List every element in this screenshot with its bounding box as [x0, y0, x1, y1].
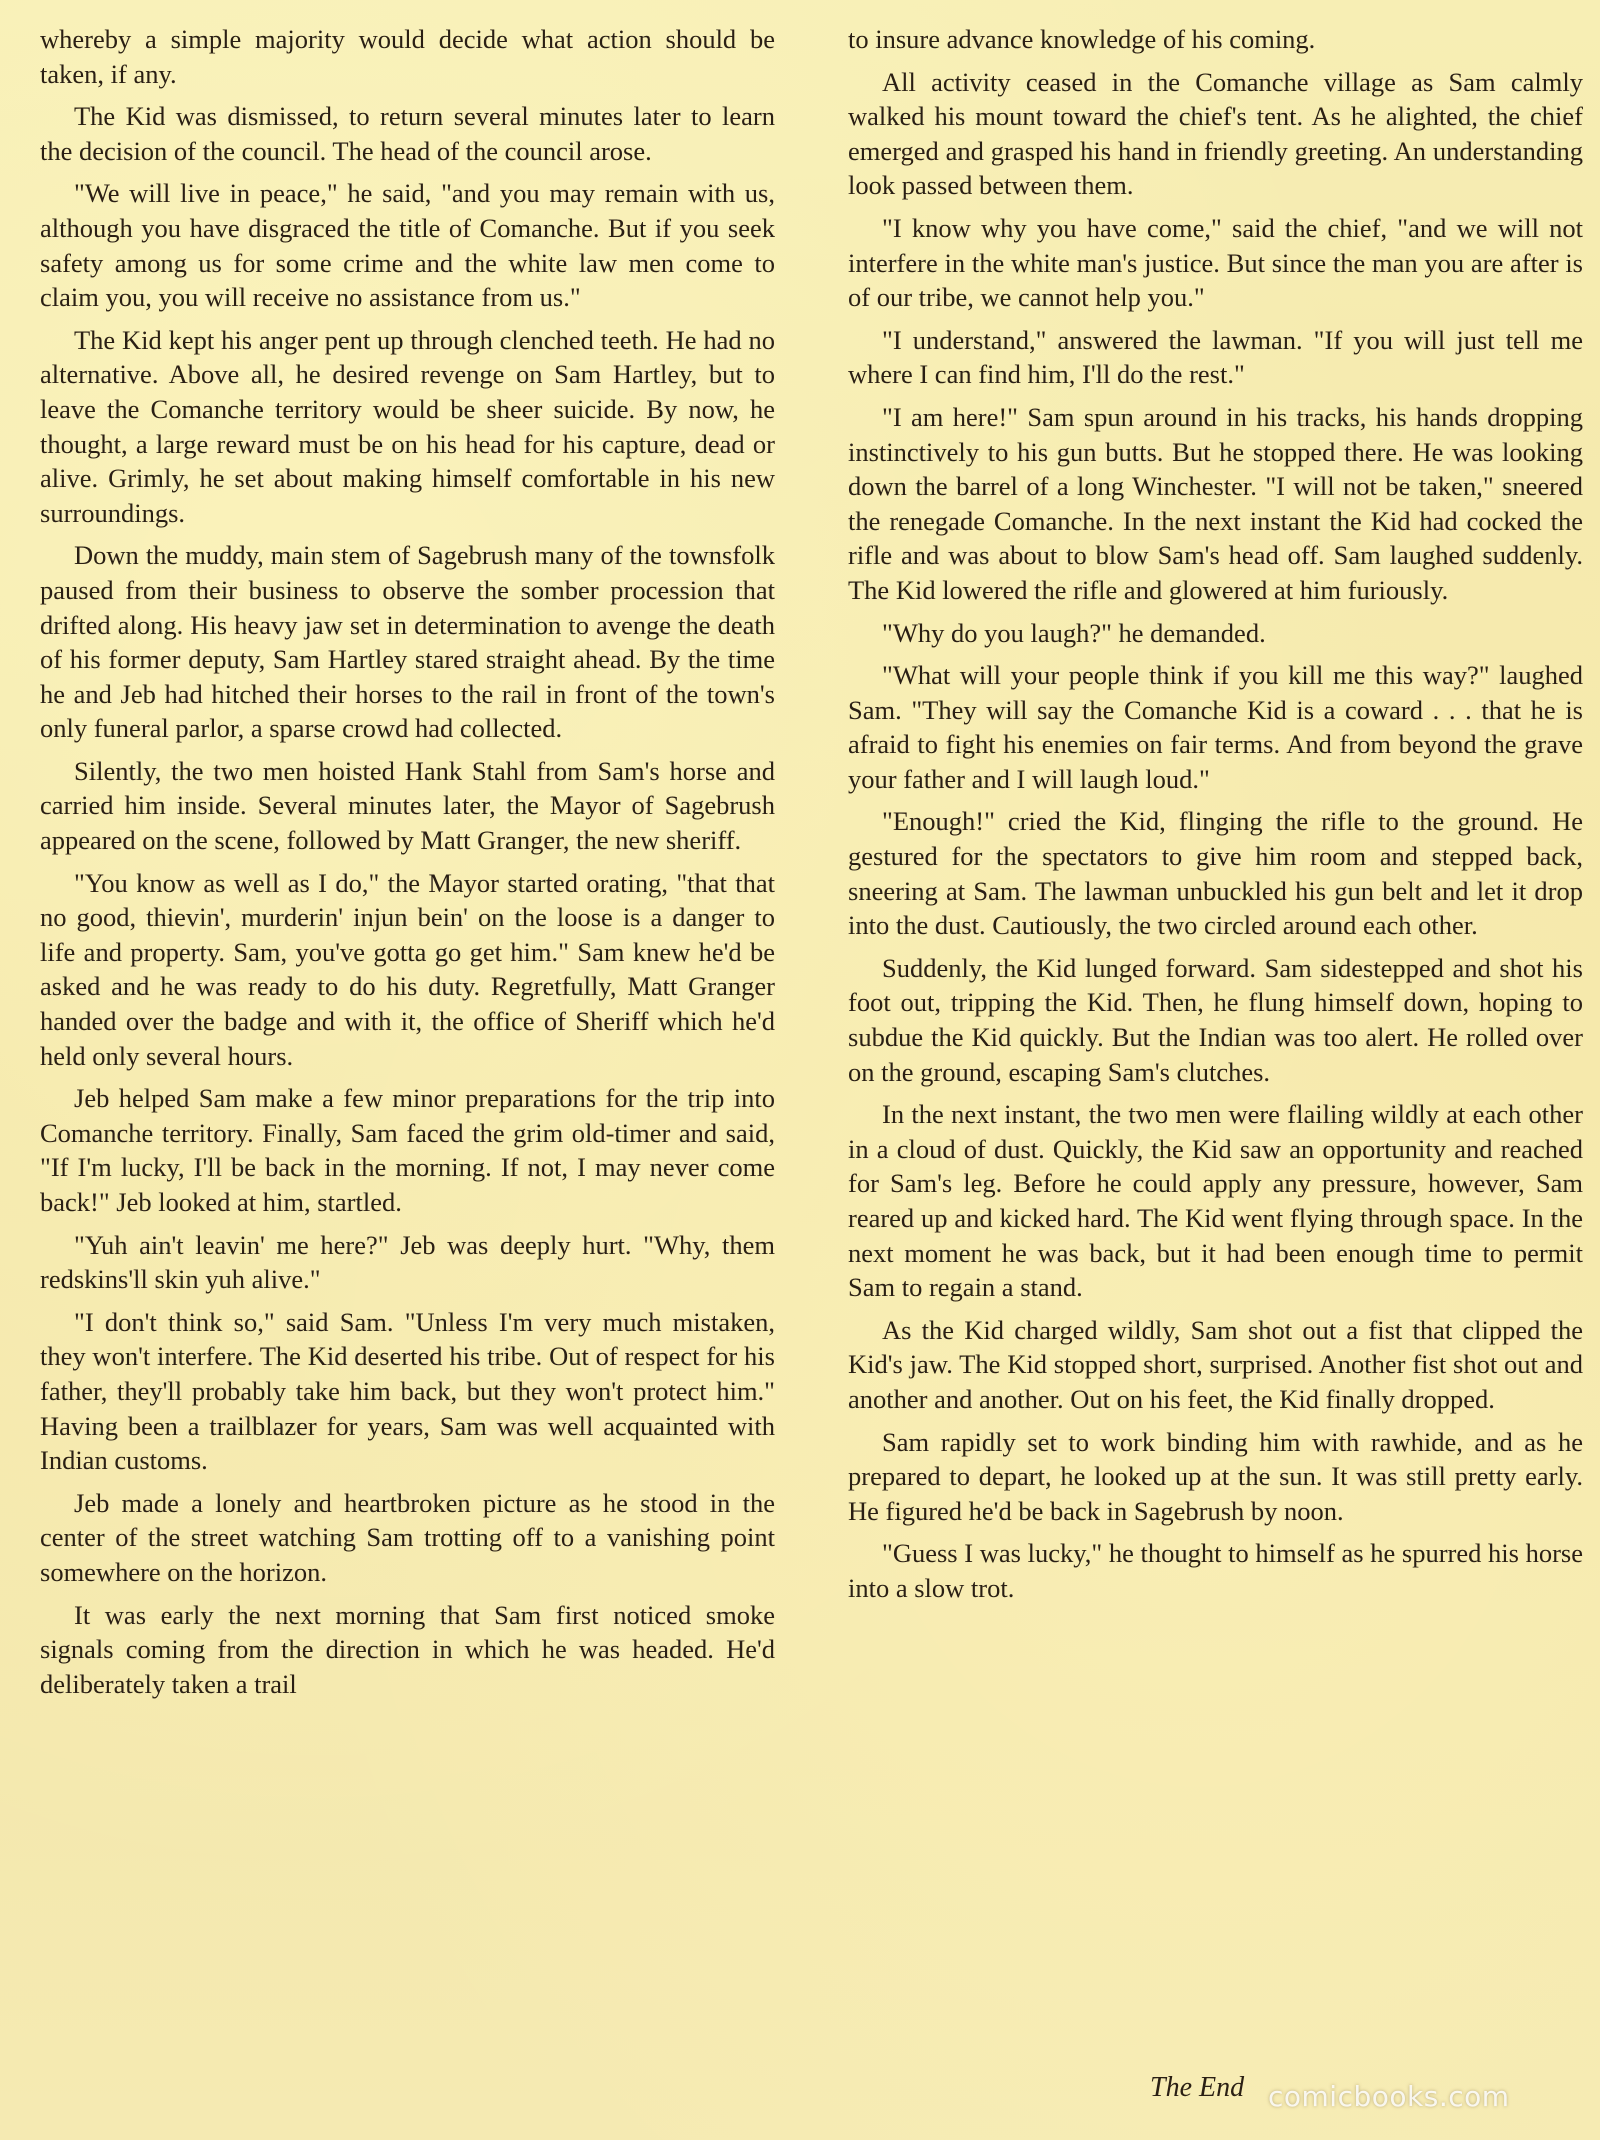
paragraph: As the Kid charged wildly, Sam shot out a fist that clipped the Kid's jaw. The Kid stopped short, surprised. Another fist shot out and another and another. Out on his feet, the Kid finally dropped. [848, 1314, 1583, 1414]
paragraph: "We will live in peace," he said, "and you may remain with us, although you have disgraced the title of Comanche. But if you seek safety among us for some crime and the white law men come to claim you, you will receive no assistance from us." [40, 178, 775, 313]
paragraph: Jeb helped Sam make a few minor preparations for the trip into Comanche territory. Finally, Sam faced the grim old-timer and said, "If I'm lucky, I'll be back in the morning. If not, I may never come back!" Jeb looked at him, startled. [40, 1083, 775, 1217]
paragraph: Down the muddy, main stem of Sagebrush many of the townsfolk paused from their business to observe the somber procession that drifted along. His heavy jaw set in determination to avenge the death of his former deputy, Sam Hartley stared straight ahead. By the time he and Jeb had hitched their horses to the rail in front of the town's only funeral parlor, a sparse crowd had collected. [40, 540, 775, 744]
paragraph: The Kid was dismissed, to return several minutes later to learn the decision of the council. The head of the council arose. [40, 101, 775, 166]
paragraph: It was early the next morning that Sam first noticed smoke signals coming from the direction in which he was headed. He'd deliberately taken a trail [40, 1599, 775, 1699]
paragraph: Suddenly, the Kid lunged forward. Sam sidestepped and shot his foot out, tripping the Kid. Then, he flung himself down, hoping to subdue the Kid quickly. But the Indian was too alert. He rolled over on the ground, escaping Sam's clutches. [848, 952, 1583, 1087]
paragraph: Silently, the two men hoisted Hank Stahl from Sam's horse and carried him inside. Several minutes later, the Mayor of Sagebrush appeared on the scene, followed by Matt Granger, the new sheriff. [40, 755, 775, 856]
paragraph: "Yuh ain't leavin' me here?" Jeb was deeply hurt. "Why, them redskins'll skin yuh alive." [40, 1229, 775, 1295]
paragraph: "Guess I was lucky," he thought to himself as he spurred his horse into a slow trot. [848, 1538, 1583, 1603]
paragraph: "I don't think so," said Sam. "Unless I'm very much mistaken, they won't interfere. The Kid deserted his tribe. Out of respect for his father, they'll probably take him back, but they won't protect him." Having been a trailblazer for years, Sam was well acquainted with Indian customs. [40, 1306, 775, 1476]
paragraph: whereby a simple majority would decide what action should be taken, if any. [40, 24, 775, 89]
left-column [40, 22, 775, 2122]
paragraph: In the next instant, the two men were flailing wildly at each other in a cloud of dust. Quickly, the Kid saw an opportunity and reached for Sam's leg. Before he could apply any pressure, however, Sam reared up and kicked hard. The Kid went flying through space. In the next moment he was back, but it had been enough time to permit Sam to regain a stand. [848, 1099, 1583, 1303]
paragraph: "I am here!" Sam spun around in his tracks, his hands dropping instinctively to his gun butts. But he stopped there. He was looking down the barrel of a long Winchester. "I will not be taken," sneered the renegade Comanche. In the next instant the Kid had cocked the rifle and was about to blow Sam's head off. Sam laughed suddenly. The Kid lowered the rifle and glowered at him furiously. [848, 401, 1583, 605]
right-column [848, 22, 1583, 2122]
paragraph: to insure advance knowledge of his coming. [848, 24, 1316, 54]
paragraph: "Enough!" cried the Kid, flinging the rifle to the ground. He gestured for the spectators to give him room and stepped back, sneering at Sam. The lawman unbuckled his gun belt and let it drop into the dust. Cautiously, the two circled around each other. [848, 806, 1583, 941]
paragraph: Jeb made a lonely and heartbroken picture as he stood in the center of the street watching Sam trotting off to a vanishing point somewhere on the horizon. [40, 1487, 775, 1587]
paragraph: "You know as well as I do," the Mayor started orating, "that that no good, thievin', murderin' injun bein' on the loose is a danger to life and property. Sam, you've gotta go get him." Sam knew he'd be asked and he was ready to do his duty. Regretfully, Matt Granger handed over the badge and with it, the office of Sheriff which he'd held only several hours. [40, 867, 775, 1071]
paragraph: All activity ceased in the Comanche village as Sam calmly walked his mount toward the chief's tent. As he alighted, the chief emerged and grasped his hand in friendly greeting. An understanding look passed between them. [848, 66, 1583, 201]
paragraph: "Why do you laugh?" he demanded. [882, 617, 1266, 648]
paragraph: "I understand," answered the lawman. "If you will just tell me where I can find him, I'll do the rest." [848, 324, 1583, 390]
site-watermark: comicbooks.com [1268, 2080, 1510, 2113]
paragraph: Sam rapidly set to work binding him with rawhide, and as he prepared to depart, he looked up at the sun. It was still pretty early. He figured he'd be back in Sagebrush by noon. [848, 1426, 1583, 1526]
the-end-label: The End [1150, 2072, 1245, 2103]
paragraph: "I know why you have come," said the chief, "and we will not interfere in the white man's justice. But since the man you are after is of our tribe, we cannot help you." [848, 212, 1583, 313]
paragraph: "What will your people think if you kill me this way?" laughed Sam. "They will say the Comanche Kid is a coward . . . that he is afraid to fight his enemies on fair terms. And from beyond the grave your father and I will laugh loud." [848, 660, 1583, 794]
paragraph: The Kid kept his anger pent up through clenched teeth. He had no alternative. Above all, he desired revenge on Sam Hartley, but to leave the Comanche territory would be sheer suicide. By now, he thought, a large reward must be on his head for his capture, dead or alive. Grimly, he set about making himself comfortable in his new surroundings. [40, 324, 775, 528]
